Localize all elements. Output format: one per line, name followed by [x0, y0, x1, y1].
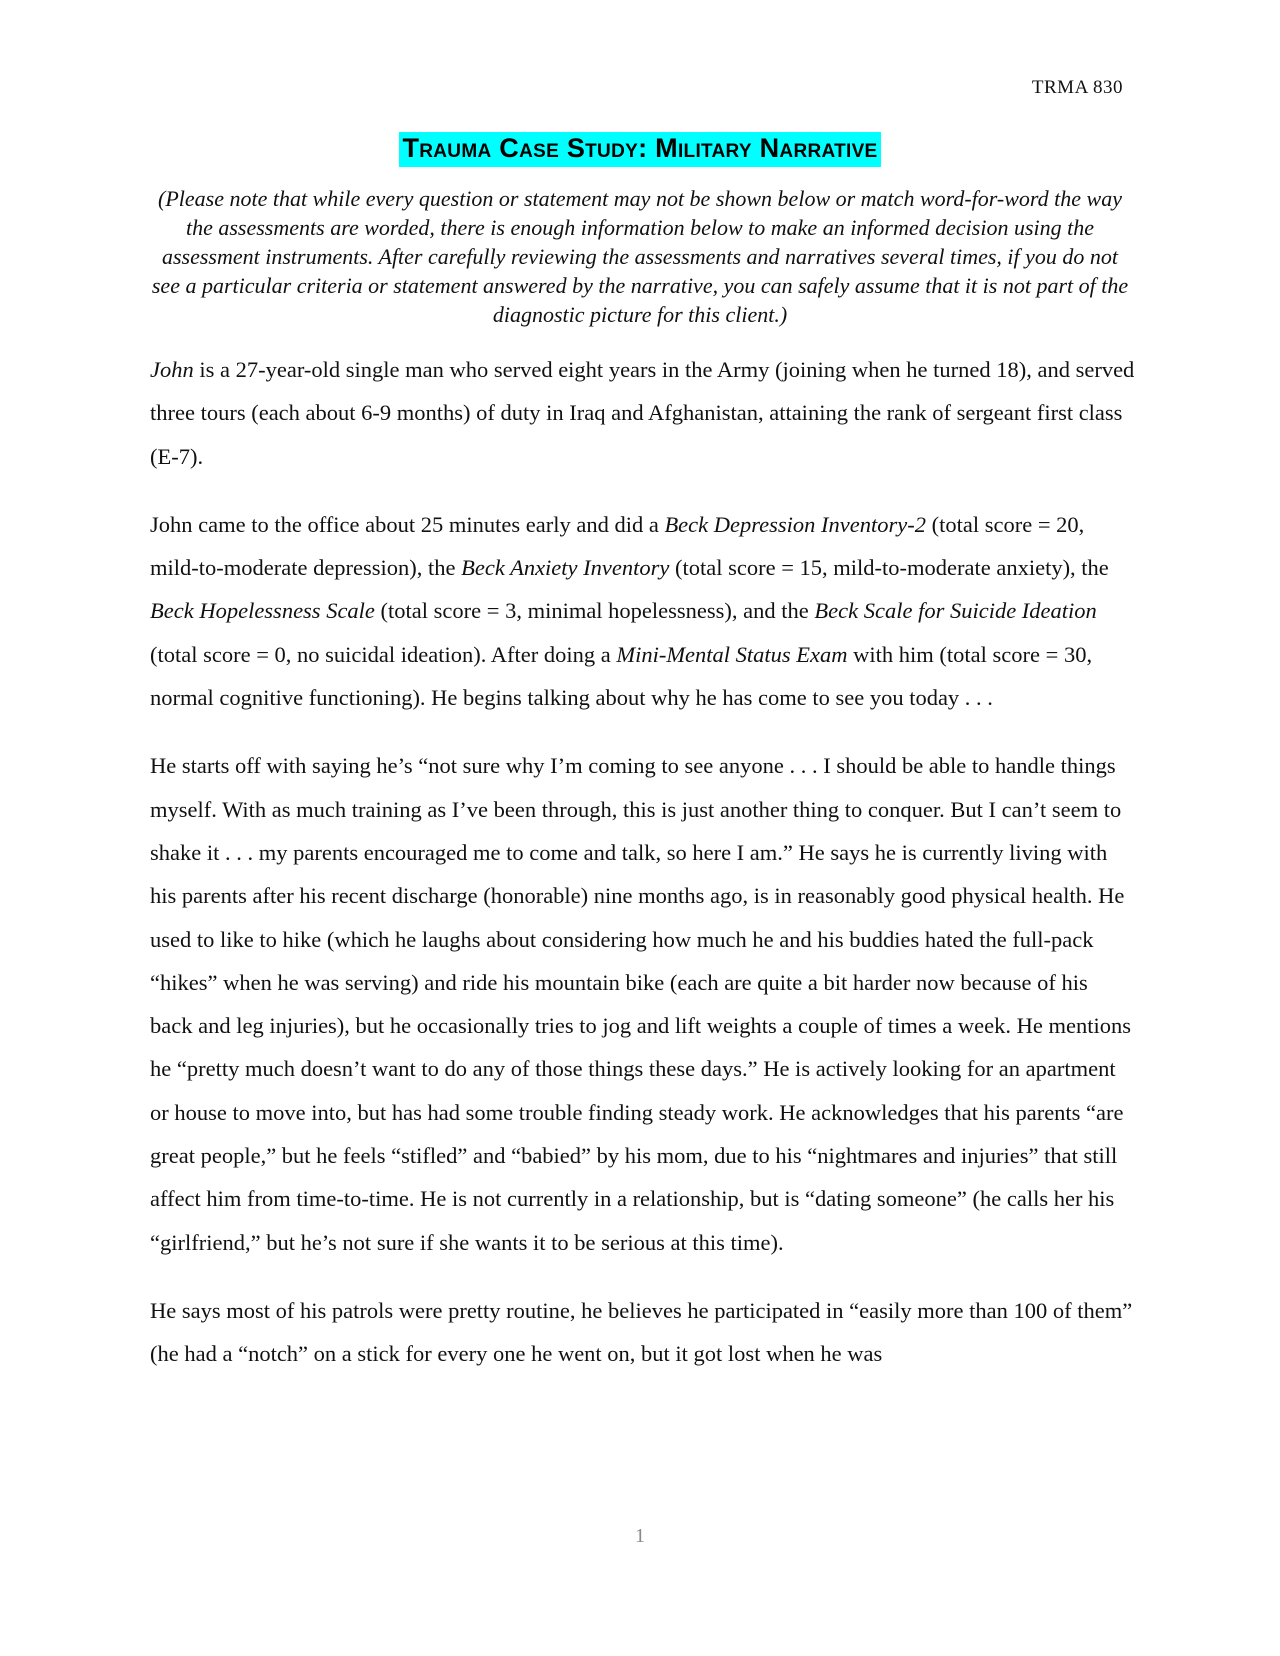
paragraph-patrols: He says most of his patrols were pretty routine, he believes he participated in “easily more than 100 of them” (he had a “notch” on a stick for every one he went on, but it got lost when he was [150, 1297, 1133, 1367]
assessment-name-bdi: Beck Depression Inventory-2 [664, 511, 926, 537]
assessment-text-2: (total score = 20, mild-to-moderate depression), the [150, 511, 1085, 581]
assessment-note: (Please note that while every question or statement may not be shown below or match word-for-word the way the assessments are worded, there is enough information below to make an informed decision using the assessment instruments. After carefully reviewing the assessments and narratives several times, if you do not see a particular criteria or statement answered by the narrative, you can safely assume that it is not part of the diagnostic picture for this client.) [151, 186, 1129, 327]
page-number: 1 [635, 1525, 645, 1547]
assessment-name-mmse: Mini-Mental Status Exam [616, 641, 848, 667]
paragraph-assessments [150, 503, 1135, 719]
title-container [0, 132, 1280, 167]
paragraph-background: He starts off with saying he’s “not sure why I’m coming to see anyone . . . I should be able to handle things myself. With as much training as I’ve been through, this is just another thing to conquer. But I can’t seem to shake it . . . my parents encouraged me to come and talk, so here I am.” He says he is currently living with his parents after his recent discharge (honorable) nine months ago, is in reasonably good physical health. He used to like to hike (which he laughs about considering how much he and his buddies hated the full-pack “hikes” when he was serving) and ride his mountain bike (each are quite a bit harder now because of his back and leg injuries), but he occasionally tries to jog and lift weights a couple of times a week. He mentions he “pretty much doesn’t want to do any of those things these days.” He is actively looking for an apartment or house to move into, but has had some trouble finding steady work. He acknowledges that his parents “are great people,” but he feels “stifled” and “babied” by his mom, due to his “nightmares and injuries” that still affect him from time-to-time. He is not currently in a relationship, but is “dating someone” (he calls her his “girlfriend,” but he’s not sure if she wants it to be serious at this time). [150, 753, 1131, 1255]
assessment-text-3: (total score = 15, mild-to-moderate anxiety), the [669, 555, 1109, 581]
assessment-text-5: (total score = 0, no suicidal ideation). After doing a [150, 641, 617, 667]
intro-text: is a 27-year-old single man who served eight years in the Army (joining when he turned 18), and served three tours (each about 6-9 months) of duty in Iraq and Afghanistan, attaining the rank of sergeant first class (E-7). [150, 357, 1135, 469]
assessment-text-4: (total score = 3, minimal hopelessness), and the [374, 598, 815, 624]
paragraph-intro [150, 348, 1135, 478]
course-code: TRMA 830 [1031, 77, 1123, 98]
document-title: Trauma Case Study: Military Narrative [399, 132, 880, 167]
assessment-text-6: with him (total score = 30, normal cognitive functioning). He begins talking about why he has come to see you today . . . [150, 641, 1093, 711]
assessment-name-bss: Beck Scale for Suicide Ideation [814, 598, 1097, 624]
assessment-name-bai: Beck Anxiety Inventory [461, 555, 670, 581]
narrative-body [150, 348, 1135, 1401]
client-name: John [150, 357, 194, 382]
assessment-name-bhs: Beck Hopelessness Scale [150, 598, 375, 624]
assessment-text-1: John came to the office about 25 minutes early and did a [150, 511, 665, 537]
